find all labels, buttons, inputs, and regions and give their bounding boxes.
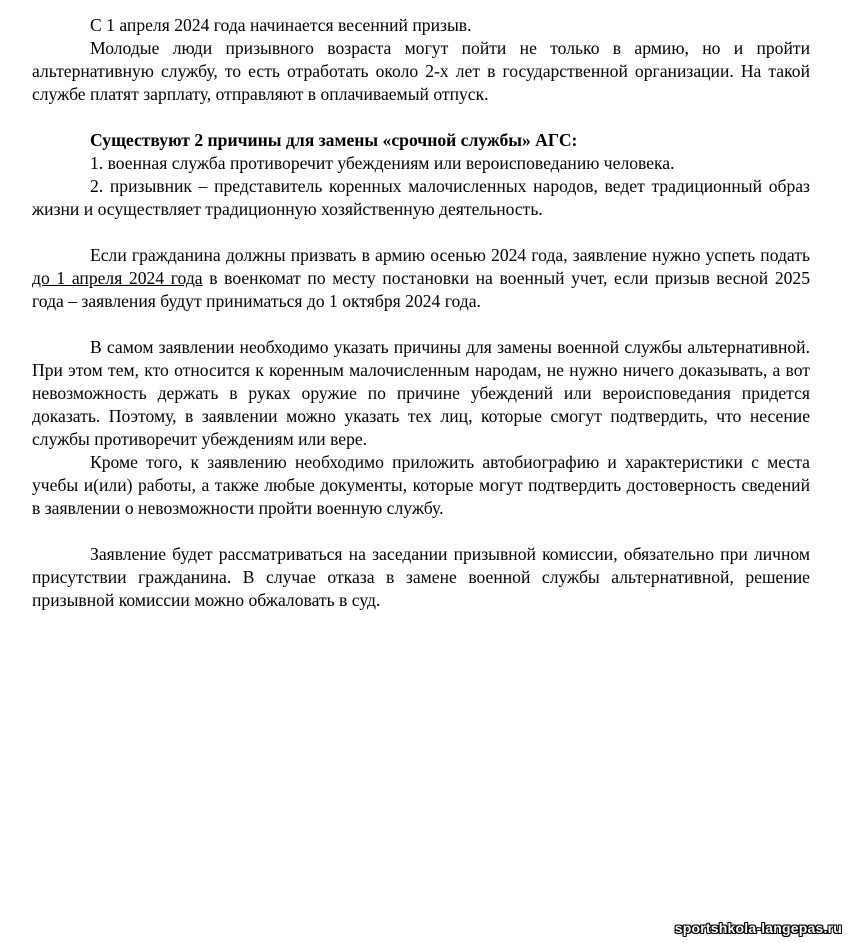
reasons-heading: Существуют 2 причины для замены «срочной службы» АГС: <box>90 130 578 150</box>
intro-line-2: Молодые люди призывного возраста могут пойти не только в армию, но и пройти альтернативную службу, то есть отработать около 2-х лет в государственной организации. На такой службе платят зарплату, отправляют в оплачиваемый отпуск. <box>32 38 810 104</box>
site-watermark: sportshkola-langepas.ru <box>674 920 842 936</box>
deadline-text-part-1: Если гражданина должны призвать в армию осенью 2024 года, заявление нужно успеть подать <box>90 245 810 265</box>
spacer <box>32 106 810 129</box>
spacer <box>32 221 810 244</box>
deadline-underlined-date: до 1 апреля 2024 года <box>32 268 203 288</box>
spacer <box>32 313 810 336</box>
deadline-text-part-2: в военкомат по месту постановки на военный учет, если призыв весной 2025 года – заявления будут приниматься до 1 октября 2024 года. <box>32 268 811 311</box>
intro-line-1: С 1 апреля 2024 года начинается весенний призыв. <box>90 15 472 35</box>
application-paragraph-2: Кроме того, к заявлению необходимо приложить автобиографию и характеристики с места учебы и(или) работы, а также любые документы, которые могут подтвердить достоверность сведений в заявлении о невозможности пройти военную службу. <box>32 452 810 518</box>
review-paragraph: Заявление будет рассматриваться на заседании призывной комиссии, обязательно при личном присутствии гражданина. В случае отказа в замене военной службы альтернативной, решение призывной комиссии можно обжаловать в суд. <box>32 544 810 610</box>
spacer <box>32 520 810 543</box>
reason-item-2: 2. призывник – представитель коренных малочисленных народов, ведет традиционный образ жизни и осуществляет традиционную хозяйственную деятельность. <box>32 176 810 219</box>
deadline-paragraph <box>32 244 810 313</box>
application-paragraph-1: В самом заявлении необходимо указать причины для замены военной службы альтернативной. При этом тем, кто относится к коренным малочисленным народам, не нужно ничего доказывать, а вот невозможность держать в руках оружие по причине убеждений или вероисповедания придется доказать. Поэтому, в заявлении можно указать тех лиц, которые смогут подтвердить, что несение службы противоречит убеждениям или вере. <box>32 337 810 449</box>
reason-item-1: 1. военная служба противоречит убеждениям или вероисповеданию человека. <box>90 153 675 173</box>
document-page <box>32 14 810 612</box>
